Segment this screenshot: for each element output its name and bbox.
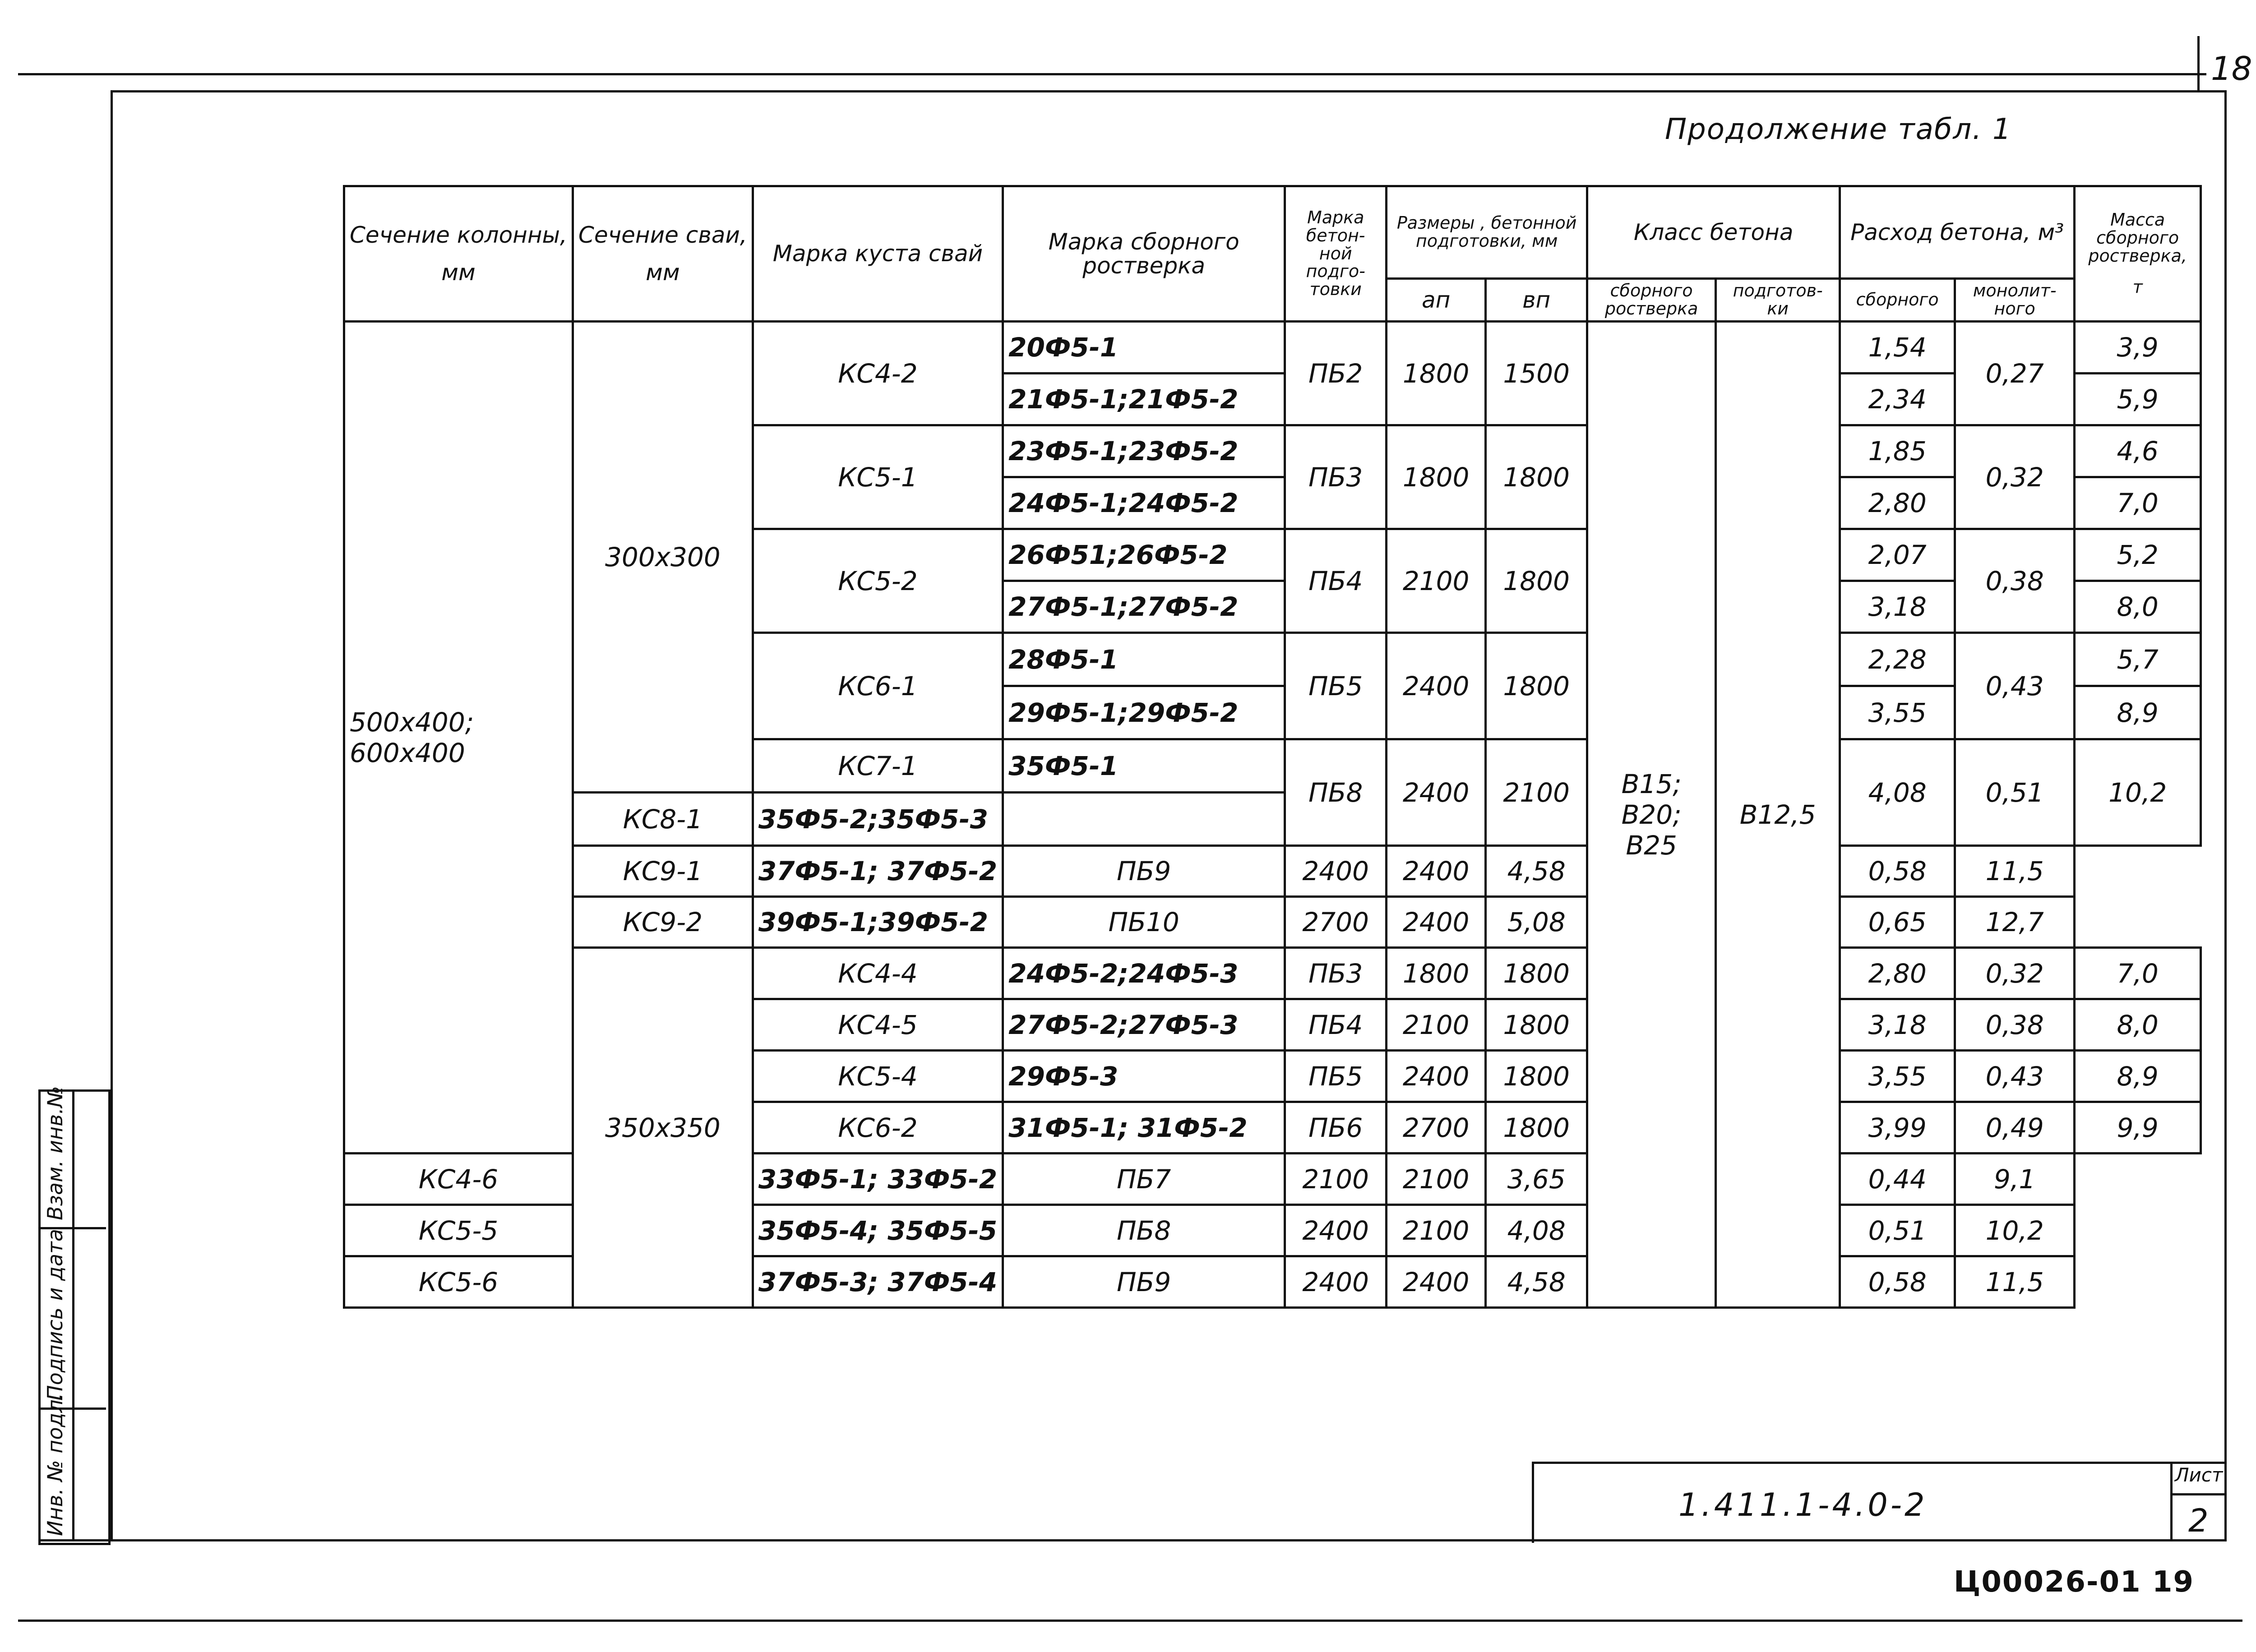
cons-assembled-cell: 5,08 <box>1486 897 1587 948</box>
mass-cell: 7,0 <box>2075 477 2201 529</box>
grillage-cell: 33Ф5-1; 33Ф5-2 <box>753 1154 1003 1205</box>
cluster-cell: КС6-2 <box>753 1102 1003 1154</box>
prep-width-cell: 1800 <box>1486 948 1587 999</box>
pile-section-350: 350х350 <box>573 948 753 1308</box>
mass-cell: 12,7 <box>1955 897 2075 948</box>
sheet-number: 18 <box>2211 50 2252 88</box>
grillage-cell: 31Ф5-1; 31Ф5-2 <box>1003 1102 1285 1154</box>
grillage-cell: 37Ф5-3; 37Ф5-4 <box>753 1256 1003 1308</box>
grillage-cell: 27Ф5-2;27Ф5-3 <box>1003 999 1285 1051</box>
mass-cell: 8,0 <box>2075 999 2201 1051</box>
stamp-replaces-inv: Взам. инв.№ <box>43 1086 67 1220</box>
prep-width-cell: 1800 <box>1486 999 1587 1051</box>
cons-assembled-cell: 4,58 <box>1486 1256 1587 1308</box>
header-prep-mark: Марка бетон- ной подго- товки <box>1285 186 1387 322</box>
cons-assembled-cell: 3,18 <box>1840 581 1955 633</box>
grillage-cell: 26Ф51;26Ф5-2 <box>1003 529 1285 581</box>
cons-mono-cell: 0,38 <box>1955 999 2075 1051</box>
grillage-cell: 23Ф5-1;23Ф5-2 <box>1003 425 1285 477</box>
prep-mark-cell: ПБ5 <box>1285 633 1387 739</box>
grillage-cell: 29Ф5-1;29Ф5-2 <box>1003 686 1285 739</box>
prep-length-cell: 2400 <box>1387 739 1486 846</box>
header-dim-length: ап <box>1387 279 1486 322</box>
grillage-cell: 35Ф5-2;35Ф5-3 <box>753 793 1003 846</box>
header-cons-assembled: сборного <box>1840 279 1955 322</box>
cluster-cell: КС4-5 <box>753 999 1003 1051</box>
prep-length-cell: 2400 <box>1285 846 1387 897</box>
prep-length-cell: 1800 <box>1387 948 1486 999</box>
prep-length-cell: 2400 <box>1285 1256 1387 1308</box>
cluster-cell: КС8-1 <box>573 793 753 846</box>
header-cons-monolithic: монолит- ного <box>1955 279 2075 322</box>
cons-mono-cell: 0,44 <box>1840 1154 1955 1205</box>
prep-length-cell: 2400 <box>1387 1051 1486 1102</box>
prep-mark-cell: ПБ8 <box>1003 1205 1285 1256</box>
class-prep-value: В12,5 <box>1716 322 1840 1308</box>
cons-mono-cell: 0,38 <box>1955 529 2075 633</box>
cons-mono-cell: 0,43 <box>1955 633 2075 739</box>
header-prep-dimensions: Размеры , бетонной подготовки, мм <box>1387 186 1587 279</box>
column-section-value: 500х400; 600х400 <box>344 322 573 1154</box>
prep-length-cell: 2700 <box>1285 897 1387 948</box>
mass-cell: 8,9 <box>2075 1051 2201 1102</box>
frame-outer-bottom <box>18 1620 2242 1622</box>
cluster-cell: КС5-6 <box>344 1256 573 1308</box>
grillage-cell: 20Ф5-1 <box>1003 322 1285 374</box>
mass-cell: 3,9 <box>2075 322 2201 374</box>
cons-mono-cell: 0,32 <box>1955 948 2075 999</box>
mass-cell: 9,9 <box>2075 1102 2201 1154</box>
prep-length-cell: 2100 <box>1387 529 1486 633</box>
title-block-divider <box>2170 1462 2173 1541</box>
prep-width-cell: 2100 <box>1387 1154 1486 1205</box>
prep-width-cell: 1800 <box>1486 529 1587 633</box>
header-dim-width: вп <box>1486 279 1587 322</box>
side-stamp-divider <box>72 1089 74 1541</box>
mass-cell: 9,1 <box>1955 1154 2075 1205</box>
cons-assembled-cell: 3,55 <box>1840 686 1955 739</box>
concrete-table <box>343 185 2202 1309</box>
grillage-cell: 28Ф5-1 <box>1003 633 1285 686</box>
cluster-cell: КС5-2 <box>753 529 1003 633</box>
cluster-cell: КС4-2 <box>753 322 1003 425</box>
cluster-cell: КС5-4 <box>753 1051 1003 1102</box>
grillage-cell: 24Ф5-1;24Ф5-2 <box>1003 477 1285 529</box>
prep-mark-cell: ПБ3 <box>1285 425 1387 529</box>
cons-assembled-cell: 3,99 <box>1840 1102 1955 1154</box>
grillage-cell: 21Ф5-1;21Ф5-2 <box>1003 374 1285 425</box>
cluster-cell: КС5-1 <box>753 425 1003 529</box>
cons-mono-cell: 0,51 <box>1955 739 2075 846</box>
class-assembled-value: В15; В20; В25 <box>1587 322 1716 1308</box>
grillage-cell: 27Ф5-1;27Ф5-2 <box>1003 581 1285 633</box>
header-pile-section: Сечение сваи, мм <box>573 186 753 322</box>
cluster-cell: КС4-4 <box>753 948 1003 999</box>
frame-inner-top <box>111 90 2227 92</box>
mass-cell: 5,9 <box>2075 374 2201 425</box>
cons-assembled-cell: 4,08 <box>1486 1205 1587 1256</box>
prep-width-cell: 1500 <box>1486 322 1587 425</box>
cons-mono-cell: 0,58 <box>1840 846 1955 897</box>
grillage-cell: 37Ф5-1; 37Ф5-2 <box>753 846 1003 897</box>
grillage-cell: 29Ф5-3 <box>1003 1051 1285 1102</box>
prep-length-cell: 1800 <box>1387 322 1486 425</box>
header-concrete-class: Класс бетона <box>1587 186 1840 279</box>
cons-assembled-cell: 2,80 <box>1840 948 1955 999</box>
prep-mark-cell: ПБ10 <box>1003 897 1285 948</box>
mass-cell: 7,0 <box>2075 948 2201 999</box>
prep-mark-cell: ПБ6 <box>1285 1102 1387 1154</box>
cluster-cell: КС6-1 <box>753 633 1003 739</box>
cons-assembled-cell: 4,58 <box>1486 846 1587 897</box>
mass-cell: 11,5 <box>1955 1256 2075 1308</box>
cluster-cell: КС7-1 <box>753 739 1003 793</box>
cons-mono-cell: 0,51 <box>1840 1205 1955 1256</box>
prep-width-cell: 1800 <box>1486 633 1587 739</box>
prep-length-cell: 2100 <box>1285 1154 1387 1205</box>
prep-mark-cell: ПБ7 <box>1003 1154 1285 1205</box>
mass-cell: 10,2 <box>2075 739 2201 846</box>
cons-assembled-cell: 3,55 <box>1840 1051 1955 1102</box>
frame-top-line <box>18 73 2206 75</box>
prep-length-cell: 2400 <box>1387 633 1486 739</box>
grillage-cell: 24Ф5-2;24Ф5-3 <box>1003 948 1285 999</box>
header-mass: Масса сборного ростверка, т <box>2075 186 2201 322</box>
cons-assembled-cell: 2,07 <box>1840 529 1955 581</box>
prep-mark-cell: ПБ8 <box>1285 739 1387 846</box>
cons-mono-cell: 0,58 <box>1840 1256 1955 1308</box>
sheet-num-box-left <box>2197 36 2200 90</box>
header-pile-cluster: Марка куста свай <box>753 186 1003 322</box>
cons-assembled-cell: 3,65 <box>1486 1154 1587 1205</box>
mass-cell: 8,0 <box>2075 581 2201 633</box>
header-consumption: Расход бетона, м³ <box>1840 186 2075 279</box>
mass-cell: 4,6 <box>2075 425 2201 477</box>
cons-mono-cell: 0,27 <box>1955 322 2075 425</box>
doc-code: 1.411.1-4.0-2 <box>1678 1486 1928 1523</box>
cons-assembled-cell: 1,54 <box>1840 322 1955 374</box>
prep-mark-cell: ПБ9 <box>1003 1256 1285 1308</box>
prep-length-cell: 2100 <box>1387 999 1486 1051</box>
mass-cell: 5,7 <box>2075 633 2201 686</box>
mass-cell: 11,5 <box>1955 846 2075 897</box>
frame-inner-left <box>111 90 113 1541</box>
grillage-cell: 35Ф5-4; 35Ф5-5 <box>753 1205 1003 1256</box>
header-class-assembled: сборного ростверка <box>1587 279 1716 322</box>
prep-mark-cell: ПБ2 <box>1285 322 1387 425</box>
prep-width-cell: 1800 <box>1486 1051 1587 1102</box>
prep-mark-cell: ПБ4 <box>1285 999 1387 1051</box>
cons-assembled-cell: 2,80 <box>1840 477 1955 529</box>
prep-length-cell: 2400 <box>1285 1205 1387 1256</box>
prep-width-cell: 2400 <box>1387 846 1486 897</box>
list-number: 2 <box>2188 1502 2209 1539</box>
prep-width-cell: 2100 <box>1387 1205 1486 1256</box>
prep-width-cell: 2100 <box>1486 739 1587 846</box>
cons-assembled-cell: 2,34 <box>1840 374 1955 425</box>
prep-length-cell: 2700 <box>1387 1102 1486 1154</box>
cons-mono-cell: 0,65 <box>1840 897 1955 948</box>
prep-width-cell: 2400 <box>1387 1256 1486 1308</box>
cluster-cell: КС4-6 <box>344 1154 573 1205</box>
prep-width-cell: 1800 <box>1486 1102 1587 1154</box>
grillage-cell: 35Ф5-1 <box>1003 739 1285 793</box>
cons-assembled-cell: 2,28 <box>1840 633 1955 686</box>
cons-assembled-cell: 3,18 <box>1840 999 1955 1051</box>
cons-assembled-cell: 4,08 <box>1840 739 1955 846</box>
stamp-inv-no: Инв. № подл. <box>43 1393 67 1536</box>
stamp-signature-date: Подпись и дата <box>43 1228 67 1401</box>
archive-code: Ц00026-01 19 <box>1954 1565 2194 1599</box>
cons-mono-cell: 0,49 <box>1955 1102 2075 1154</box>
cluster-cell: КС5-5 <box>344 1205 573 1256</box>
prep-mark-cell: ПБ9 <box>1003 846 1285 897</box>
cluster-cell: КС9-1 <box>573 846 753 897</box>
frame-inner-right <box>2224 90 2227 1541</box>
prep-mark-cell: ПБ3 <box>1285 948 1387 999</box>
title-block-list-line <box>2170 1493 2227 1495</box>
continuation-caption: Продолжение табл. 1 <box>1665 113 2012 146</box>
prep-mark-cell: ПБ5 <box>1285 1051 1387 1102</box>
mass-cell: 5,2 <box>2075 529 2201 581</box>
list-label: Лист <box>2175 1464 2223 1486</box>
prep-width-cell: 1800 <box>1486 425 1587 529</box>
cons-mono-cell: 0,43 <box>1955 1051 2075 1102</box>
cons-assembled-cell: 1,85 <box>1840 425 1955 477</box>
prep-width-cell: 2400 <box>1387 897 1486 948</box>
cons-mono-cell: 0,32 <box>1955 425 2075 529</box>
header-column-section: Сечение колонны, мм <box>344 186 573 322</box>
header-class-prep: подготов- ки <box>1716 279 1840 322</box>
prep-mark-cell: ПБ4 <box>1285 529 1387 633</box>
mass-cell: 8,9 <box>2075 686 2201 739</box>
prep-length-cell: 1800 <box>1387 425 1486 529</box>
pile-section-300: 300х300 <box>573 322 753 793</box>
header-grillage-mark: Марка сборного ростверка <box>1003 186 1285 322</box>
mass-cell: 10,2 <box>1955 1205 2075 1256</box>
grillage-cell: 39Ф5-1;39Ф5-2 <box>753 897 1003 948</box>
cluster-cell: КС9-2 <box>573 897 753 948</box>
